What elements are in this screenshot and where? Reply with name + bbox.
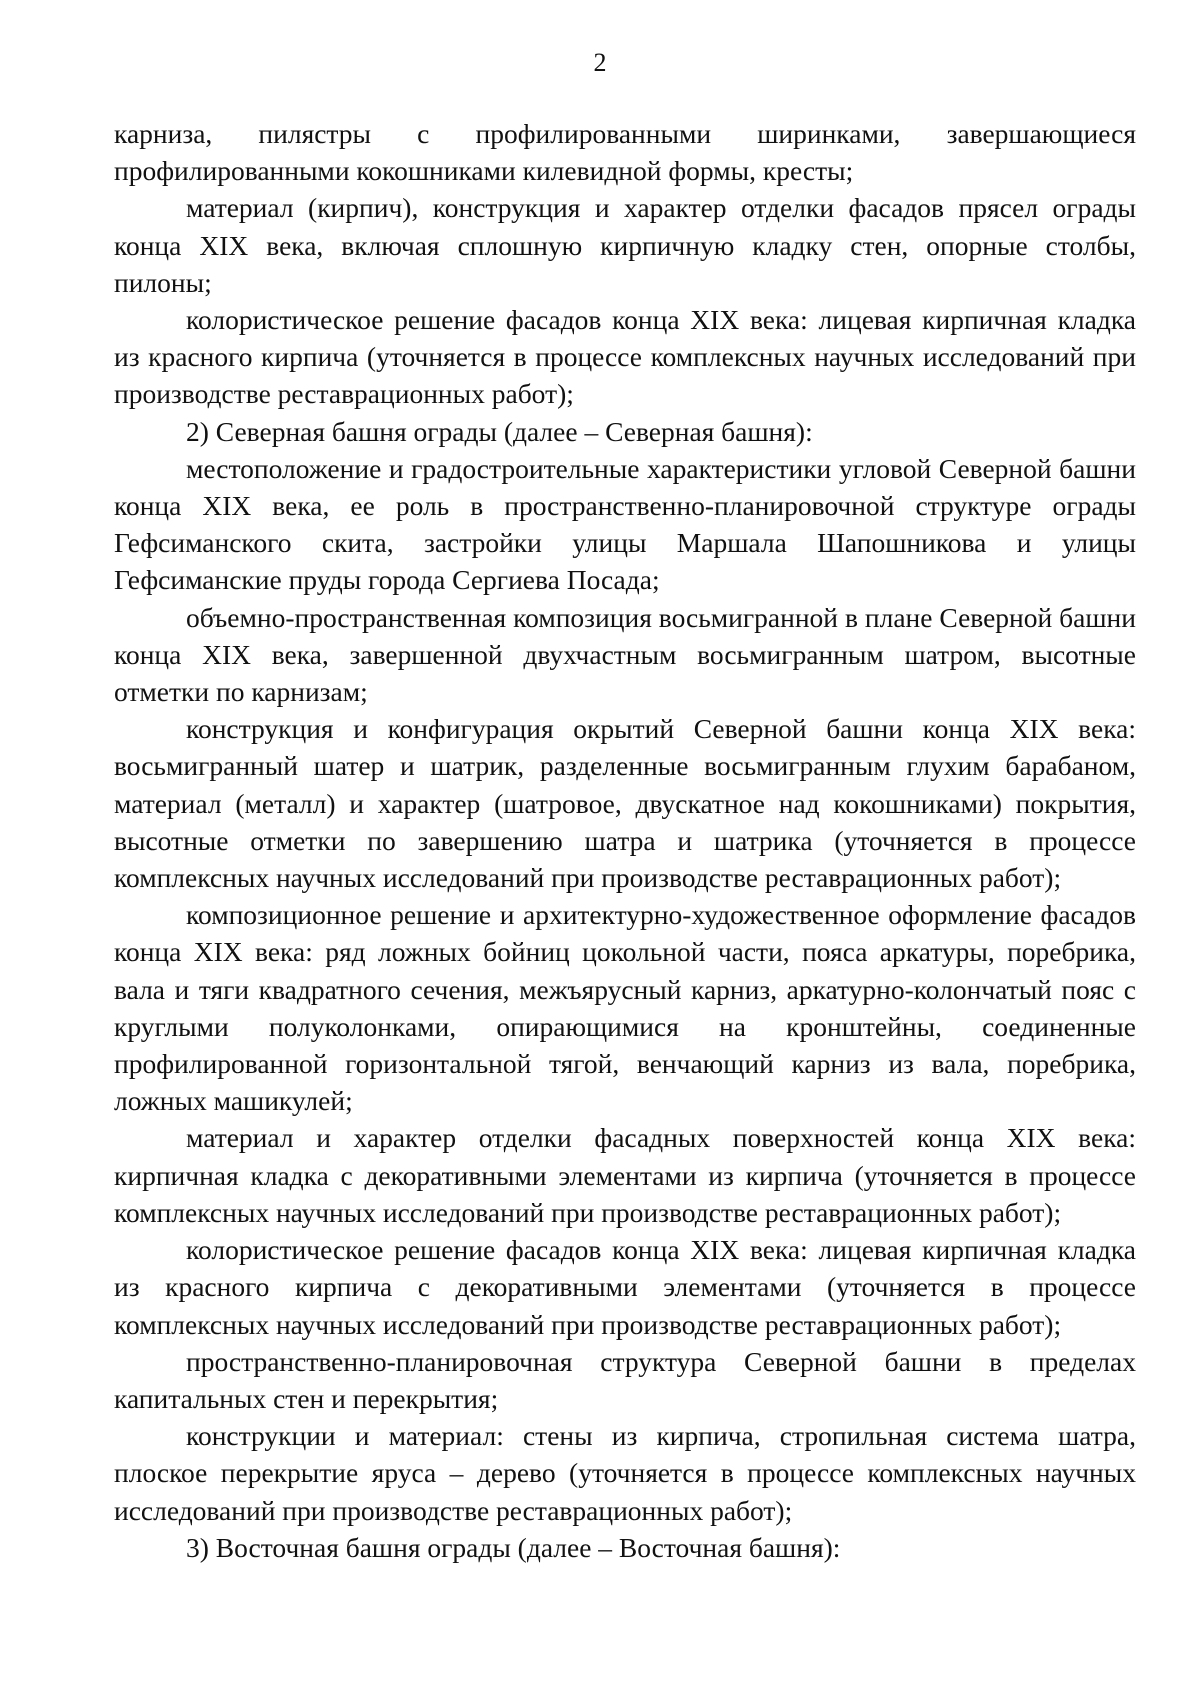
paragraph: конструкции и материал: стены из кирпича, стропильная система шатра, плоское перекрытие яруса – дерево (уточняется в процессе комплексных научных исследований при производстве реставрационных работ); (114, 1420, 1136, 1526)
paragraph: композиционное решение и архитектурно-художественное оформление фасадов конца XIX века: ряд ложных бойниц цокольной части, пояса аркатуры, поребрика, вала и тяги квадратного сечения, межъярусный карниз, аркатурно-колончатый пояс с круглыми полуколонками, опирающимися на кронштейны, соединенные профилированной горизонтальной тягой, венчающий карниз из вала, поребрика, ложных машикулей; (114, 899, 1136, 1117)
paragraph: местоположение и градостроительные характеристики угловой Северной башни конца XIX века, ее роль в пространственно-планировочной структуре ограды Гефсиманского скита, застройки улицы Маршала Шапошникова и улицы Гефсиманские пруды города Сергиева Посада; (114, 452, 1136, 596)
section-heading: 3) Восточная башня ограды (далее – Восточная башня): (186, 1531, 841, 1563)
paragraph: материал (кирпич), конструкция и характер отделки фасадов прясел ограды конца XIX века, включая сплошную кирпичную кладку стен, опорные столбы, пилоны; (114, 192, 1136, 298)
page-number: 2 (593, 48, 607, 77)
paragraph: объемно-пространственная композиция восьмигранной в плане Северной башни конца XIX века, завершенной двухчастным восьмигранным шатром, высотные отметки по карнизам; (114, 601, 1136, 708)
paragraph: колористическое решение фасадов конца XIX века: лицевая кирпичная кладка из красного кирпича (уточняется в процессе комплексных научных исследований при производстве реставрационных работ); (114, 304, 1136, 410)
paragraph: конструкция и конфигурация окрытий Северной башни конца XIX века: восьмигранный шатер и шатрик, разделенные восьмигранным глухим барабаном, материал (металл) и характер (шатровое, двускатное над кокошниками) покрытия, высотные отметки по завершению шатра и шатрика (уточняется в процессе комплексных научных исследований при производстве реставрационных работ); (114, 713, 1136, 894)
paragraph: материал и характер отделки фасадных поверхностей конца XIX века: кирпичная кладка с декоративными элементами из кирпича (уточняется в процессе комплексных научных исследований при производстве реставрационных работ); (114, 1122, 1136, 1228)
document-body (114, 115, 1136, 1566)
paragraph: карниза, пилястры с профилированными ширинками, завершающиеся профилированными кокошниками килевидной формы, кресты; (114, 118, 1136, 187)
paragraph: колористическое решение фасадов конца XIX века: лицевая кирпичная кладка из красного кирпича с декоративными элементами (уточняется в процессе комплексных научных исследований при производстве реставрационных работ); (114, 1234, 1136, 1340)
paragraph: пространственно-планировочная структура Северной башни в пределах капитальных стен и перекрытия; (114, 1345, 1136, 1414)
section-heading: 2) Северная башня ограды (далее – Северная башня): (186, 415, 813, 447)
